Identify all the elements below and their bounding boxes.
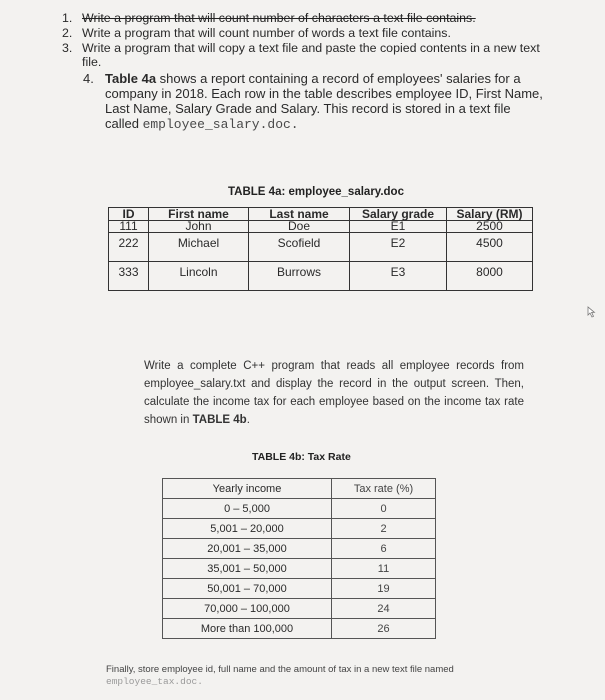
instruction-end: .: [246, 414, 250, 426]
table-row: [163, 559, 436, 579]
table-row: [109, 221, 533, 233]
table-cell: 333: [109, 262, 149, 291]
table-row: [109, 233, 533, 262]
instruction-paragraph: [144, 357, 524, 429]
question-text: Write a program that will copy a text file and paste the copied contents in a new text file.: [82, 41, 540, 69]
tax-rate-table: [162, 478, 436, 639]
table-cell: 35,001 – 50,000: [163, 559, 332, 579]
table-row: [163, 579, 436, 599]
table-cell: 2: [332, 519, 436, 539]
table-cell: 26: [332, 619, 436, 639]
question-2: [62, 26, 542, 40]
table-cell: 0 – 5,000: [163, 499, 332, 519]
question-number: 1.: [62, 11, 73, 25]
question-text: Write a program that will count number of words a text file contains.: [82, 26, 451, 40]
table-cell: Scofield: [249, 233, 350, 262]
table-cell: Michael: [149, 233, 249, 262]
footer-paragraph: [106, 664, 546, 688]
table-4b-caption: TABLE 4b: Tax Rate: [252, 451, 351, 463]
table-cell: 8000: [447, 262, 533, 291]
question-number: 3.: [62, 41, 73, 55]
table-cell: 19: [332, 579, 436, 599]
table-header-row: [109, 208, 533, 221]
table-row: [163, 619, 436, 639]
table-cell: 6: [332, 539, 436, 559]
table-header-row: [163, 479, 436, 499]
table-cell: 50,001 – 70,000: [163, 579, 332, 599]
table-cell: E2: [350, 233, 447, 262]
instruction-text: Write a complete C++ program that reads all employee records from employee_salary.txt and display the record in the output screen. Then, calculate the income tax for each employee based on the income tax rate shown in: [144, 360, 524, 426]
table-row: [163, 499, 436, 519]
footer-text: Finally, store employee id, full name and the amount of tax in a new text file named: [106, 664, 454, 675]
table-cell: 0: [332, 499, 436, 519]
table-cell: 70,000 – 100,000: [163, 599, 332, 619]
filename: employee_salary.doc.: [142, 117, 299, 132]
header-id: ID: [109, 208, 149, 221]
table-cell: Lincoln: [149, 262, 249, 291]
table-cell: 20,001 – 35,000: [163, 539, 332, 559]
question-text: shows a report containing a record of employees' salaries for a company in 2018. Each row in the table describes employee ID, First Name, Last Name, Salary Grade and Salary. This record is stored in a text file called: [105, 71, 543, 131]
table-row: [163, 539, 436, 559]
question-text: Write a program that will count number of characters a text file contains.: [82, 11, 476, 25]
instruction-bold: TABLE 4b: [192, 414, 247, 426]
table-row: [109, 262, 533, 291]
question-bold-lead: Table 4a: [105, 71, 157, 86]
employee-salary-table: [108, 207, 533, 291]
table-cell: 5,001 – 20,000: [163, 519, 332, 539]
header-salary: Salary (RM): [447, 208, 533, 221]
table-cell: Burrows: [249, 262, 350, 291]
table-cell: John: [149, 221, 249, 233]
table-cell: E3: [350, 262, 447, 291]
header-salary-grade: Salary grade: [350, 208, 447, 221]
header-first-name: First name: [149, 208, 249, 221]
table-cell: More than 100,000: [163, 619, 332, 639]
table-cell: 222: [109, 233, 149, 262]
question-3: [62, 41, 542, 69]
table-cell: 4500: [447, 233, 533, 262]
header-tax-rate: Tax rate (%): [332, 479, 436, 499]
table-cell: 111: [109, 221, 149, 233]
table-cell: 11: [332, 559, 436, 579]
table-cell: 24: [332, 599, 436, 619]
table-4a-caption: TABLE 4a: employee_salary.doc: [228, 186, 404, 198]
footer-filename: employee_tax.doc.: [106, 676, 203, 687]
question-number: 2.: [62, 26, 73, 40]
table-row: [163, 519, 436, 539]
table-cell: 2500: [447, 221, 533, 233]
header-last-name: Last name: [249, 208, 350, 221]
table-cell: Doe: [249, 221, 350, 233]
table-cell: E1: [350, 221, 447, 233]
cursor-icon: [586, 306, 596, 318]
table-row: [163, 599, 436, 619]
question-number: 4.: [83, 71, 94, 86]
question-1: [62, 11, 542, 25]
header-yearly-income: Yearly income: [163, 479, 332, 499]
question-4: [83, 71, 545, 132]
